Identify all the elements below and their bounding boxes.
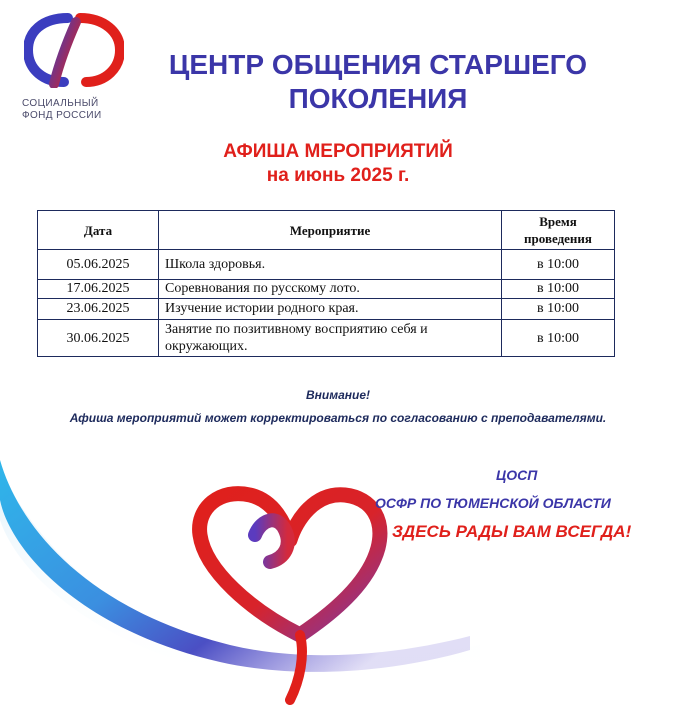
- sfr-logo-icon: [24, 12, 124, 88]
- row-event: Школа здоровья.: [159, 250, 502, 280]
- logo-line2: ФОНД РОССИИ: [22, 110, 102, 121]
- row-time: в 10:00: [502, 280, 615, 299]
- logo: [18, 12, 128, 127]
- table-row: [38, 280, 615, 299]
- header-time-line1: Время: [539, 214, 577, 229]
- notice-text: Афиша мероприятий может корректироваться по согласованию с преподавателями.: [69, 411, 607, 425]
- header-time-line2: проведения: [524, 231, 592, 246]
- title-line2: ПОКОЛЕНИЯ: [288, 83, 468, 114]
- table-row: [38, 299, 615, 320]
- row-time: в 10:00: [502, 320, 615, 357]
- logo-line1: СОЦИАЛЬНЫЙ: [22, 98, 99, 109]
- row-event: Изучение истории родного края.: [159, 299, 502, 320]
- row-date: 05.06.2025: [38, 250, 159, 280]
- header-time: [502, 211, 615, 250]
- row-time: в 10:00: [502, 250, 615, 280]
- row-event: [159, 320, 502, 357]
- row-event-line1: Занятие по позитивному восприятию себя и: [165, 322, 428, 337]
- notice-heading: Внимание!: [305, 388, 371, 402]
- footer-slogan: ЗДЕСЬ РАДЫ ВАМ ВСЕГДА!: [392, 522, 632, 541]
- poster-heading: [168, 140, 508, 188]
- header-date: Дата: [38, 211, 159, 250]
- footer-line1: ЦОСП: [496, 467, 538, 483]
- row-date: 30.06.2025: [38, 320, 159, 357]
- row-event: Соревнования по русскому лото.: [159, 280, 502, 299]
- footer-line2: ОСФР ПО ТЮМЕНСКОЙ ОБЛАСТИ: [375, 495, 611, 511]
- row-date: 23.06.2025: [38, 299, 159, 320]
- table-header-row: [38, 211, 615, 250]
- page-title: [128, 48, 628, 116]
- ribbon-heart-decoration: [0, 440, 676, 705]
- poster-title: АФИША МЕРОПРИЯТИЙ: [223, 141, 453, 162]
- header-event: Мероприятие: [159, 211, 502, 250]
- poster-period: на июнь 2025 г.: [266, 165, 410, 186]
- row-date: 17.06.2025: [38, 280, 159, 299]
- title-line1: ЦЕНТР ОБЩЕНИЯ СТАРШЕГО: [168, 49, 588, 80]
- table-row: [38, 320, 615, 357]
- events-table: [37, 210, 615, 357]
- row-event-line2: окружающих.: [165, 339, 248, 354]
- table-row: [38, 250, 615, 280]
- row-time: в 10:00: [502, 299, 615, 320]
